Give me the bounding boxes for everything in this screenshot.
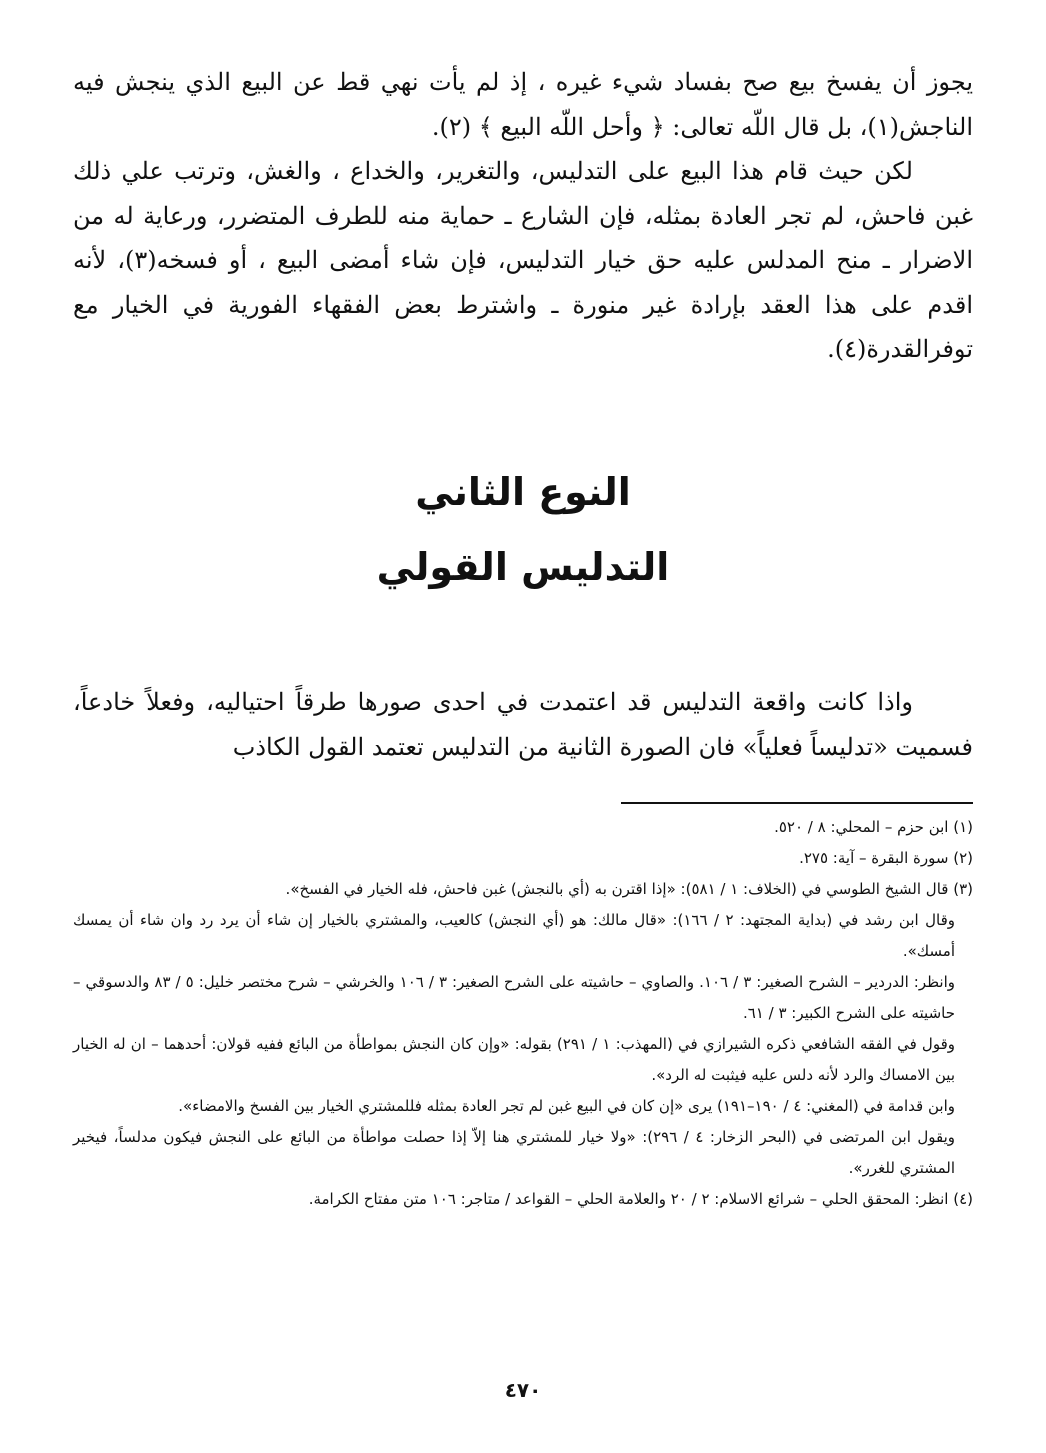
footnotes: [73, 812, 973, 1215]
footnote-4: (٤) انظر: المحقق الحلي – شرائع الاسلام: ٢ / ٢٠ والعلامة الحلي – القواعد / متاجر: ١٠٦ متن مفتاح الكرامة.: [308, 1190, 973, 1208]
footnote-3-continuation: وابن قدامة في (المغني: ٤ / ١٩٠–١٩١) يرى «إن كان في البيع غبن لم تجر العادة بمثله فللمشتري الخيار بين الفسخ والامضاء».: [178, 1097, 955, 1115]
footnote-1: (١) ابن حزم – المحلي: ٨ / ٥٢٠.: [774, 818, 973, 836]
footnote-3-continuation: وقال ابن رشد في (بداية المجتهد: ٢ / ١٦٦): «قال مالك: هو (أي النجش) كالعيب، والمشتري بالخيار إن شاء أن يرد رد وان شاء أن يمسك أمسك».: [73, 911, 955, 960]
intro-paragraph-1: يجوز أن يفسخ بيع صح بفساد شيء غيره ، إذ لم يأت نهي قط عن البيع الذي ينجش فيه الناجش(١)، بل قال اللّه تعالى: ﴿ وأحل اللّه البيع ﴾ (٢).: [73, 68, 973, 141]
intro-section: [73, 60, 973, 372]
footnote-3-continuation: وقول في الفقه الشافعي ذكره الشيرازي في (المهذب: ١ / ٢٩١) بقوله: «وإن كان النجش بمواطأة من البائع ففيه قولان: أحدهما – ان له الخيار بين الامساك والرد لأنه دلس عليه فيثبت له الرد».: [73, 1035, 955, 1084]
section-heading-type: النوع الثاني: [415, 470, 631, 514]
page-number: ٤٧٠: [504, 1378, 542, 1402]
footnote-separator: [621, 802, 973, 804]
footnote-3: (٣) قال الشيخ الطوسي في (الخلاف: ١ / ٥٨١): «إذا اقترن به (أي بالنجش) غبن فاحش، فله الخيار في الفسخ».: [285, 880, 973, 898]
body-paragraph-1: واذا كانت واقعة التدليس قد اعتمدت في احدى صورها طرقاً احتياليه، وفعلاً خادعاً، فسميت «تدليساً فعلياً» فان الصورة الثانية من التدليس تعتمد القول الكاذب: [73, 688, 973, 761]
section-heading-title: التدليس القولي: [376, 545, 670, 589]
footnote-3-continuation: وانظر: الدردير – الشرح الصغير: ٣ / ١٠٦. والصاوي – حاشيته على الشرح الصغير: ٣ / ١٠٦ والخرشي – شرح مختصر خليل: ٥ / ٨٣ والدسوقي – حاشيته على الشرح الكبير: ٣ / ٦١.: [73, 973, 956, 1022]
intro-paragraph-2: لكن حيث قام هذا البيع على التدليس، والتغرير، والخداع ، والغش، وترتب علي ذلك غبن فاحش، لم تجر العادة بمثله، فإن الشارع ـ حماية منه للطرف المتضرر، ورعاية له من الاضرار ـ منح المدلس عليه حق خيار التدليس، فإن شاء أمضى البيع ، أو فسخه(٣)، لأنه اقدم على هذا العقد بإرادة غير منورة ـ واشترط بعض الفقهاء الفورية في الخيار مع توفرالقدرة(٤).: [73, 157, 973, 363]
footnote-3-continuation: ويقول ابن المرتضى في (البحر الزخار: ٤ / ٢٩٦): «ولا خيار للمشتري هنا إلاّ إذا حصلت مواطأة من البائع على النجش فيكون مدلساً، فيخير المشتري للغرر».: [73, 1128, 956, 1177]
body-section: [73, 680, 973, 769]
footnote-2: (٢) سورة البقرة – آية: ٢٧٥.: [799, 849, 973, 867]
